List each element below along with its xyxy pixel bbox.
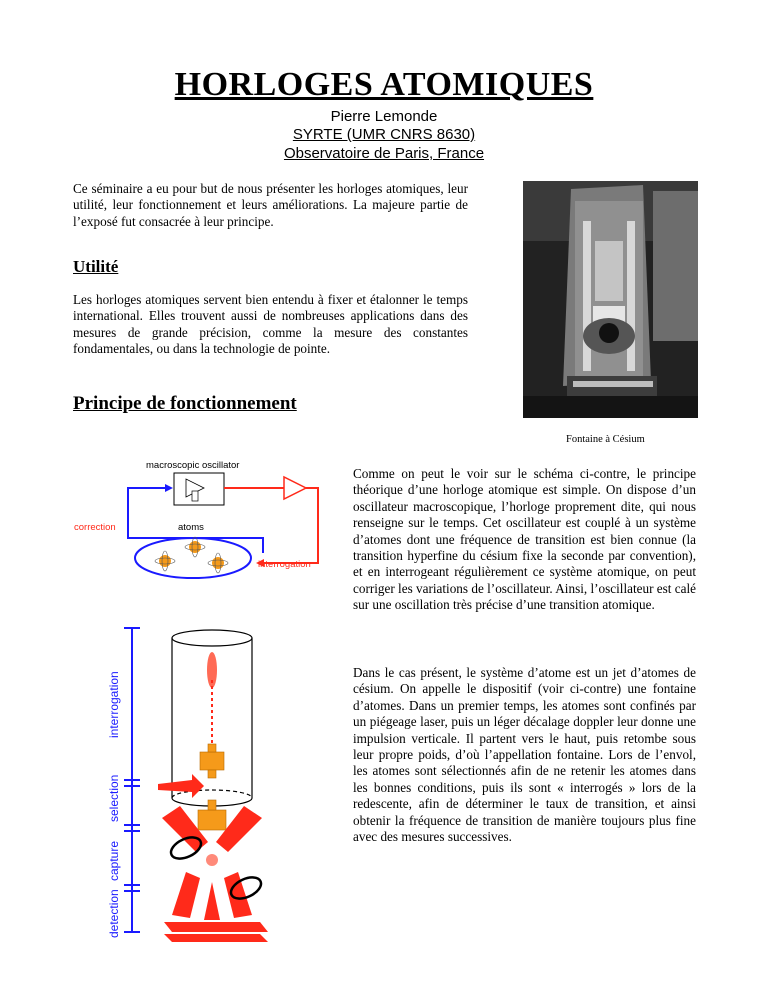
atom-cloud-capture [206,854,218,866]
principe-paragraph-2: Dans le cas présent, le système d’atome est un jet d’atomes de césium. On appelle le dispositif (voir ci-contre) une fontaine d’atomes. Dans un premier temps, les atomes sont confinés par un piégeage laser, puis un léger décalage doppler leur donne une impulsion verticale. Il partent vers le haut, puis retombe sous leur propre poids, d’où l’appellation fontaine. Lors de l’envol, les atomes sont sélectionnés afin de ne retenir les atomes dans les bonnes conditions, puis ils sont « interrogés » lors de la redescente, afin de déterminer le taux de transition, et ainsi obtenir la fréquence de transition de manière toujours plus fine avec des mesures successives. [353,665,696,845]
principe-paragraph-1: Comme on peut le voir sur le schéma ci-contre, le principe théorique d’une horloge atomique est simple. On dispose d’un oscillateur macroscopique, l’horloge proprement dite, qui nous renseigne sur le temps. Cet oscillateur est couplé à un système d’atomes dont une fréquence de transition est bien connue (la transition hyperfine du césium fixe la seconde par convention), et en interrogeant régulièrement ce système atomique, on peut corriger les variations de l’oscillateur. Ainsi, l’oscillateur est calé sur une oscillation très précise d’une transition atomique. [353,466,696,613]
atom-icon [212,557,224,569]
atom-icon [159,555,171,567]
red-amplifier [284,477,306,499]
cesium-fountain-photo [523,181,698,418]
detection-base [164,922,268,942]
oscillator-label: macroscopic oscillator [146,460,240,471]
author-institution: Observatoire de Paris, France [283,145,485,162]
utilite-heading: Utilité [73,257,119,276]
interrogation-label: interrogation [258,559,311,570]
correction-label: correction [74,522,116,533]
detection-laser-arrow [172,872,200,918]
utilite-paragraph: Les horloges atomiques servent bien entendu à fixer et étalonner le temps international. Elles trouvent aussi de nombreuses applications dans des mesures de grande précision, comme la mesure des constantes fondamentales, ou dans la technologie de pointe. [73,292,468,357]
selection-laser-arrow [158,774,204,798]
photo-caption: Fontaine à Césium [566,434,645,445]
atoms-label: atoms [178,522,204,533]
clock-principle-diagram [70,455,340,590]
principe-heading: Principe de fonctionnement [73,393,297,414]
intro-paragraph: Ce séminaire a eu pour but de nous présenter les horloges atomiques, leur utilité, leur fonctionnement et leurs améliorations. La majeure partie de l’exposé fut consacrée à leur principe. [73,181,468,229]
selection-cavity [198,800,226,830]
interrogation-cavity [200,744,224,778]
fountain-apparatus-diagram [100,620,300,950]
fountain-tube-top [172,630,252,646]
stage-label-capture: capture [107,840,121,881]
page-title: HORLOGES ATOMIQUES [174,66,594,103]
author-lab: SYRTE (UMR CNRS 8630) [292,126,476,143]
atom-icon [189,541,201,553]
correction-arrowhead [165,484,173,492]
detection-laser-arrow [204,882,220,920]
stage-label-selection: selection [107,774,121,822]
stage-label-detection: detection [107,889,121,938]
author-name: Pierre Lemonde [330,108,438,125]
stage-label-interrogation: interrogation [107,671,121,738]
